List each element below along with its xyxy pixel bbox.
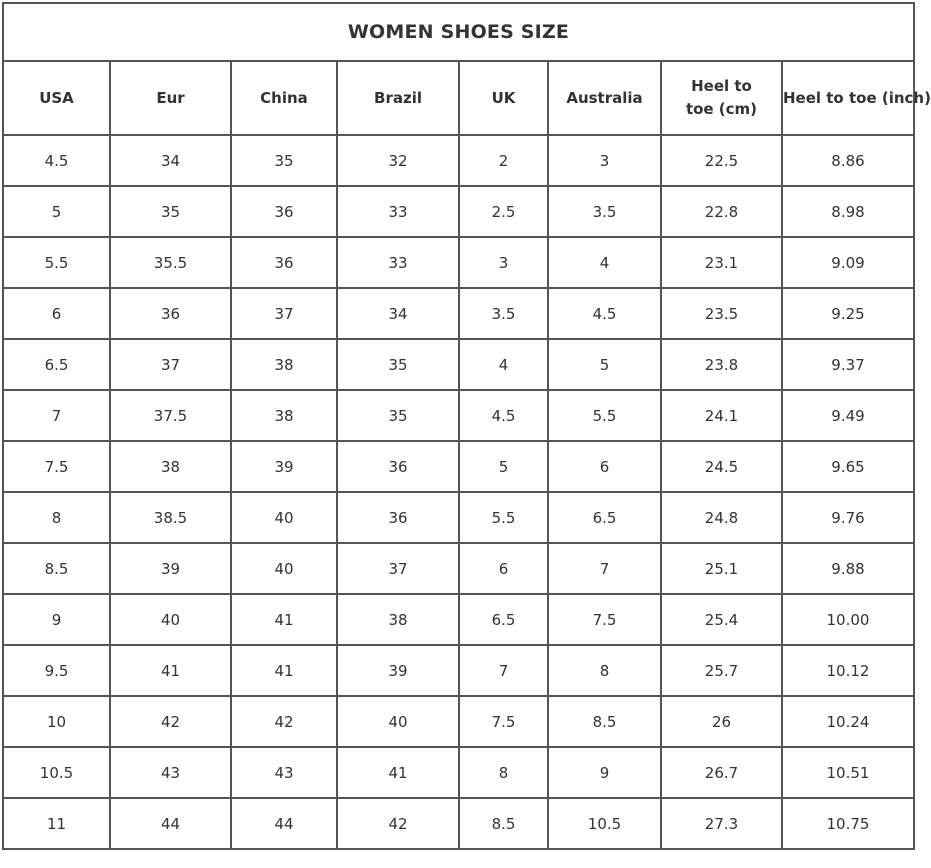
cell-china: 43 [231,747,337,798]
table-row [3,645,914,696]
cell-uk: 3 [459,237,548,288]
table-row [3,186,914,237]
cell-heel-to-toe-cm: 23.8 [661,339,782,390]
cell-eur: 37.5 [110,390,231,441]
table-row [3,594,914,645]
cell-eur: 37 [110,339,231,390]
cell-brazil: 33 [337,237,459,288]
title-row [3,3,914,61]
cell-uk: 7 [459,645,548,696]
cell-heel-to-toe-cm: 27.3 [661,798,782,849]
cell-heel-to-toe-cm: 24.8 [661,492,782,543]
cell-usa: 7.5 [3,441,110,492]
cell-brazil: 38 [337,594,459,645]
cell-uk: 8.5 [459,798,548,849]
cell-brazil: 36 [337,441,459,492]
cell-usa: 6.5 [3,339,110,390]
table-row [3,390,914,441]
cell-china: 40 [231,543,337,594]
cell-uk: 4.5 [459,390,548,441]
cell-china: 36 [231,237,337,288]
cell-usa: 9 [3,594,110,645]
cell-china: 38 [231,339,337,390]
table-row [3,543,914,594]
cell-brazil: 32 [337,135,459,186]
cell-brazil: 36 [337,492,459,543]
cell-brazil: 42 [337,798,459,849]
cell-heel-to-toe-inch: 10.51 [782,747,914,798]
cell-brazil: 34 [337,288,459,339]
cell-usa: 7 [3,390,110,441]
table-row [3,237,914,288]
cell-eur: 35.5 [110,237,231,288]
header-brazil: Brazil [337,61,459,135]
cell-heel-to-toe-cm: 26.7 [661,747,782,798]
cell-heel-to-toe-cm: 25.4 [661,594,782,645]
cell-usa: 4.5 [3,135,110,186]
cell-usa: 6 [3,288,110,339]
header-heel-to-toe-inch: Heel to toe (inch) [782,61,914,135]
cell-brazil: 41 [337,747,459,798]
cell-heel-to-toe-cm: 26 [661,696,782,747]
cell-australia: 4.5 [548,288,661,339]
cell-china: 37 [231,288,337,339]
cell-brazil: 40 [337,696,459,747]
cell-australia: 4 [548,237,661,288]
table-row [3,135,914,186]
cell-eur: 40 [110,594,231,645]
cell-australia: 7.5 [548,594,661,645]
cell-eur: 41 [110,645,231,696]
header-china: China [231,61,337,135]
cell-uk: 2 [459,135,548,186]
cell-australia: 5 [548,339,661,390]
cell-uk: 6.5 [459,594,548,645]
cell-heel-to-toe-cm: 22.5 [661,135,782,186]
cell-heel-to-toe-inch: 9.37 [782,339,914,390]
size-chart-table [2,2,931,850]
header-uk: UK [459,61,548,135]
cell-china: 38 [231,390,337,441]
cell-heel-to-toe-cm: 23.5 [661,288,782,339]
cell-eur: 36 [110,288,231,339]
cell-usa: 11 [3,798,110,849]
cell-usa: 10 [3,696,110,747]
cell-china: 44 [231,798,337,849]
cell-australia: 3.5 [548,186,661,237]
cell-australia: 6.5 [548,492,661,543]
cell-heel-to-toe-cm: 25.1 [661,543,782,594]
table-row [3,441,914,492]
table-body [3,135,914,849]
cell-heel-to-toe-inch: 10.75 [782,798,914,849]
cell-usa: 8 [3,492,110,543]
header-usa: USA [3,61,110,135]
cell-australia: 6 [548,441,661,492]
cell-australia: 9 [548,747,661,798]
cell-heel-to-toe-inch: 9.09 [782,237,914,288]
cell-heel-to-toe-inch: 10.24 [782,696,914,747]
table-row [3,492,914,543]
cell-china: 35 [231,135,337,186]
cell-heel-to-toe-inch: 10.12 [782,645,914,696]
cell-australia: 8.5 [548,696,661,747]
cell-uk: 2.5 [459,186,548,237]
table-row [3,288,914,339]
cell-eur: 38.5 [110,492,231,543]
header-eur: Eur [110,61,231,135]
cell-australia: 5.5 [548,390,661,441]
cell-eur: 35 [110,186,231,237]
cell-uk: 7.5 [459,696,548,747]
cell-eur: 43 [110,747,231,798]
cell-usa: 5.5 [3,237,110,288]
cell-australia: 7 [548,543,661,594]
cell-usa: 5 [3,186,110,237]
cell-australia: 3 [548,135,661,186]
cell-australia: 8 [548,645,661,696]
cell-eur: 42 [110,696,231,747]
header-heel-to-toe-cm-label: Heel to toe (cm) [685,77,758,118]
cell-heel-to-toe-inch: 9.49 [782,390,914,441]
cell-uk: 8 [459,747,548,798]
cell-brazil: 39 [337,645,459,696]
cell-eur: 34 [110,135,231,186]
cell-usa: 10.5 [3,747,110,798]
cell-brazil: 37 [337,543,459,594]
cell-heel-to-toe-inch: 9.65 [782,441,914,492]
header-row [3,61,914,135]
cell-heel-to-toe-inch: 8.98 [782,186,914,237]
cell-heel-to-toe-cm: 22.8 [661,186,782,237]
cell-brazil: 35 [337,390,459,441]
cell-china: 36 [231,186,337,237]
cell-uk: 6 [459,543,548,594]
cell-heel-to-toe-inch: 10.00 [782,594,914,645]
header-australia: Australia [548,61,661,135]
cell-heel-to-toe-cm: 24.5 [661,441,782,492]
table-row [3,696,914,747]
cell-usa: 9.5 [3,645,110,696]
cell-china: 40 [231,492,337,543]
cell-china: 41 [231,645,337,696]
cell-eur: 44 [110,798,231,849]
cell-uk: 5 [459,441,548,492]
cell-china: 39 [231,441,337,492]
cell-brazil: 35 [337,339,459,390]
cell-china: 41 [231,594,337,645]
header-heel-to-toe-cm [661,61,782,135]
table-row [3,798,914,849]
cell-uk: 3.5 [459,288,548,339]
table-title: WOMEN SHOES SIZE [3,3,914,61]
cell-uk: 5.5 [459,492,548,543]
cell-australia: 10.5 [548,798,661,849]
table-row [3,747,914,798]
cell-heel-to-toe-inch: 9.88 [782,543,914,594]
cell-heel-to-toe-inch: 9.25 [782,288,914,339]
cell-heel-to-toe-inch: 8.86 [782,135,914,186]
cell-brazil: 33 [337,186,459,237]
cell-heel-to-toe-cm: 23.1 [661,237,782,288]
cell-uk: 4 [459,339,548,390]
cell-usa: 8.5 [3,543,110,594]
table-row [3,339,914,390]
cell-eur: 39 [110,543,231,594]
cell-heel-to-toe-cm: 24.1 [661,390,782,441]
cell-china: 42 [231,696,337,747]
cell-heel-to-toe-cm: 25.7 [661,645,782,696]
cell-eur: 38 [110,441,231,492]
cell-heel-to-toe-inch: 9.76 [782,492,914,543]
